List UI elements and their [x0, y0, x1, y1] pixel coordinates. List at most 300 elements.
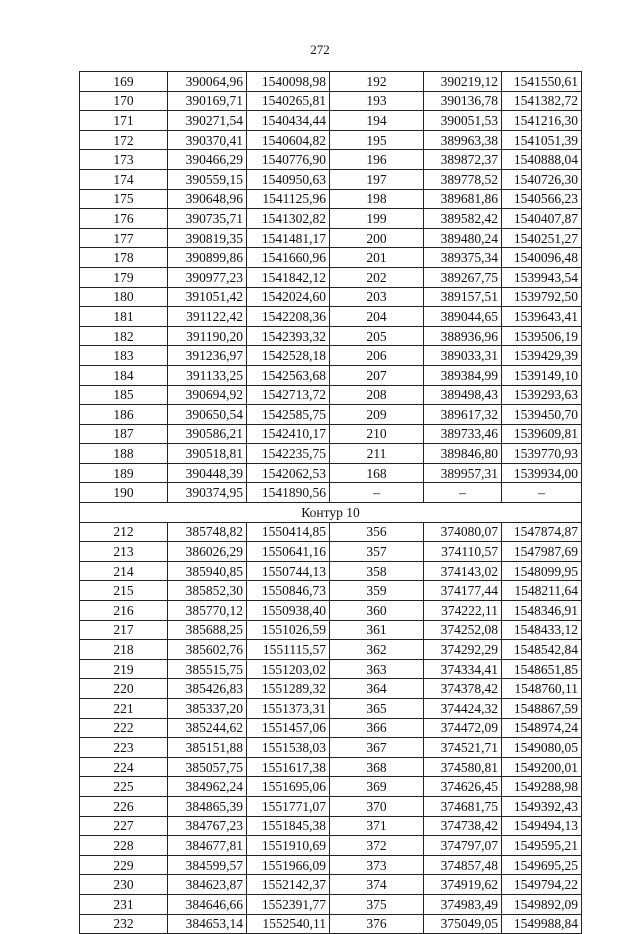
- y-coordinate-cell: 1541890,56: [247, 483, 330, 503]
- point-number-cell: 208: [330, 385, 424, 405]
- x-coordinate-cell: 390694,92: [168, 385, 247, 405]
- x-coordinate-cell: 391190,20: [168, 326, 247, 346]
- x-coordinate-cell: 374177,44: [424, 581, 502, 601]
- table-row: [80, 659, 582, 679]
- table-row: [80, 326, 582, 346]
- x-coordinate-cell: 374857,48: [424, 855, 502, 875]
- x-coordinate-cell: 390518,81: [168, 444, 247, 464]
- y-coordinate-cell: 1542235,75: [247, 444, 330, 464]
- point-number-cell: 370: [330, 796, 424, 816]
- table-row: [80, 640, 582, 660]
- point-number-cell: 197: [330, 169, 424, 189]
- table-row: [80, 91, 582, 111]
- table-row: [80, 836, 582, 856]
- x-coordinate-cell: 389582,42: [424, 209, 502, 229]
- y-coordinate-cell: 1549695,25: [502, 855, 582, 875]
- y-coordinate-cell: 1549200,01: [502, 757, 582, 777]
- table-row: [80, 699, 582, 719]
- x-coordinate-cell: 374580,81: [424, 757, 502, 777]
- x-coordinate-cell: 389498,43: [424, 385, 502, 405]
- x-coordinate-cell: 385337,20: [168, 699, 247, 719]
- point-number-cell: 179: [80, 267, 168, 287]
- point-number-cell: 232: [80, 914, 168, 934]
- point-number-cell: 214: [80, 561, 168, 581]
- y-coordinate-cell: –: [502, 483, 582, 503]
- x-coordinate-cell: 390819,35: [168, 228, 247, 248]
- point-number-cell: 359: [330, 581, 424, 601]
- point-number-cell: 218: [80, 640, 168, 660]
- table-row: [80, 209, 582, 229]
- point-number-cell: 224: [80, 757, 168, 777]
- y-coordinate-cell: 1551966,09: [247, 855, 330, 875]
- table-row: [80, 346, 582, 366]
- x-coordinate-cell: 389267,75: [424, 267, 502, 287]
- point-number-cell: 189: [80, 463, 168, 483]
- point-number-cell: 181: [80, 307, 168, 327]
- table-row: [80, 169, 582, 189]
- point-number-cell: 209: [330, 405, 424, 425]
- x-coordinate-cell: 374292,29: [424, 640, 502, 660]
- y-coordinate-cell: 1549595,21: [502, 836, 582, 856]
- page-number: 272: [310, 42, 330, 57]
- y-coordinate-cell: 1549080,05: [502, 738, 582, 758]
- x-coordinate-cell: 385426,83: [168, 679, 247, 699]
- y-coordinate-cell: 1539934,00: [502, 463, 582, 483]
- x-coordinate-cell: 385770,12: [168, 601, 247, 621]
- x-coordinate-cell: 374797,07: [424, 836, 502, 856]
- y-coordinate-cell: 1549794,22: [502, 875, 582, 895]
- x-coordinate-cell: 386026,29: [168, 542, 247, 562]
- x-coordinate-cell: 384677,81: [168, 836, 247, 856]
- y-coordinate-cell: 1551203,02: [247, 659, 330, 679]
- y-coordinate-cell: 1540950,63: [247, 169, 330, 189]
- x-coordinate-cell: 389963,38: [424, 130, 502, 150]
- y-coordinate-cell: 1539943,54: [502, 267, 582, 287]
- y-coordinate-cell: 1541550,61: [502, 72, 582, 92]
- table-row: [80, 894, 582, 914]
- y-coordinate-cell: 1547874,87: [502, 522, 582, 542]
- point-number-cell: 226: [80, 796, 168, 816]
- y-coordinate-cell: 1540776,90: [247, 150, 330, 170]
- point-number-cell: 170: [80, 91, 168, 111]
- y-coordinate-cell: 1548867,59: [502, 699, 582, 719]
- table-row: [80, 777, 582, 797]
- y-coordinate-cell: 1539450,70: [502, 405, 582, 425]
- y-coordinate-cell: 1540888,04: [502, 150, 582, 170]
- y-coordinate-cell: 1549988,84: [502, 914, 582, 934]
- y-coordinate-cell: 1539149,10: [502, 365, 582, 385]
- table-row: [80, 875, 582, 895]
- table-row: [80, 385, 582, 405]
- point-number-cell: 219: [80, 659, 168, 679]
- y-coordinate-cell: 1541660,96: [247, 248, 330, 268]
- point-number-cell: 173: [80, 150, 168, 170]
- point-number-cell: 229: [80, 855, 168, 875]
- y-coordinate-cell: 1551695,06: [247, 777, 330, 797]
- x-coordinate-cell: 389617,32: [424, 405, 502, 425]
- y-coordinate-cell: 1541051,39: [502, 130, 582, 150]
- point-number-cell: 210: [330, 424, 424, 444]
- point-number-cell: 374: [330, 875, 424, 895]
- point-number-cell: 205: [330, 326, 424, 346]
- table-row: [80, 581, 582, 601]
- y-coordinate-cell: 1541302,82: [247, 209, 330, 229]
- point-number-cell: 184: [80, 365, 168, 385]
- table-row: [80, 757, 582, 777]
- table-row: [80, 444, 582, 464]
- point-number-cell: 360: [330, 601, 424, 621]
- y-coordinate-cell: 1539643,41: [502, 307, 582, 327]
- y-coordinate-cell: 1552391,77: [247, 894, 330, 914]
- coordinates-table: [79, 71, 582, 934]
- point-number-cell: 364: [330, 679, 424, 699]
- y-coordinate-cell: 1540096,48: [502, 248, 582, 268]
- table-row: [80, 287, 582, 307]
- y-coordinate-cell: 1539293,63: [502, 385, 582, 405]
- x-coordinate-cell: 390466,29: [168, 150, 247, 170]
- point-number-cell: 367: [330, 738, 424, 758]
- x-coordinate-cell: 389681,86: [424, 189, 502, 209]
- y-coordinate-cell: 1539429,39: [502, 346, 582, 366]
- point-number-cell: 361: [330, 620, 424, 640]
- y-coordinate-cell: 1549494,13: [502, 816, 582, 836]
- x-coordinate-cell: 390977,23: [168, 267, 247, 287]
- x-coordinate-cell: 390448,39: [168, 463, 247, 483]
- point-number-cell: 202: [330, 267, 424, 287]
- x-coordinate-cell: 389778,52: [424, 169, 502, 189]
- x-coordinate-cell: 374110,57: [424, 542, 502, 562]
- x-coordinate-cell: 385748,82: [168, 522, 247, 542]
- x-coordinate-cell: 385852,30: [168, 581, 247, 601]
- table-row: [80, 679, 582, 699]
- x-coordinate-cell: 390559,15: [168, 169, 247, 189]
- y-coordinate-cell: 1542713,72: [247, 385, 330, 405]
- y-coordinate-cell: 1548211,64: [502, 581, 582, 601]
- x-coordinate-cell: 384865,39: [168, 796, 247, 816]
- point-number-cell: 168: [330, 463, 424, 483]
- x-coordinate-cell: 388936,96: [424, 326, 502, 346]
- point-number-cell: 230: [80, 875, 168, 895]
- point-number-cell: 213: [80, 542, 168, 562]
- y-coordinate-cell: 1540604,82: [247, 130, 330, 150]
- point-number-cell: 201: [330, 248, 424, 268]
- x-coordinate-cell: 390586,21: [168, 424, 247, 444]
- point-number-cell: 183: [80, 346, 168, 366]
- x-coordinate-cell: 389384,99: [424, 365, 502, 385]
- point-number-cell: 196: [330, 150, 424, 170]
- x-coordinate-cell: 389375,34: [424, 248, 502, 268]
- point-number-cell: 182: [80, 326, 168, 346]
- x-coordinate-cell: 374378,42: [424, 679, 502, 699]
- y-coordinate-cell: 1548542,84: [502, 640, 582, 660]
- y-coordinate-cell: 1540434,44: [247, 111, 330, 131]
- x-coordinate-cell: 374334,41: [424, 659, 502, 679]
- point-number-cell: 203: [330, 287, 424, 307]
- y-coordinate-cell: 1541216,30: [502, 111, 582, 131]
- point-number-cell: 365: [330, 699, 424, 719]
- x-coordinate-cell: 385244,62: [168, 718, 247, 738]
- table-row: [80, 307, 582, 327]
- point-number-cell: 375: [330, 894, 424, 914]
- point-number-cell: 368: [330, 757, 424, 777]
- point-number-cell: 211: [330, 444, 424, 464]
- y-coordinate-cell: 1551617,38: [247, 757, 330, 777]
- x-coordinate-cell: 384767,23: [168, 816, 247, 836]
- y-coordinate-cell: 1551538,03: [247, 738, 330, 758]
- x-coordinate-cell: 374222,11: [424, 601, 502, 621]
- point-number-cell: 178: [80, 248, 168, 268]
- table-row: [80, 796, 582, 816]
- point-number-cell: 174: [80, 169, 168, 189]
- point-number-cell: 172: [80, 130, 168, 150]
- y-coordinate-cell: 1548651,85: [502, 659, 582, 679]
- point-number-cell: 198: [330, 189, 424, 209]
- y-coordinate-cell: 1550938,40: [247, 601, 330, 621]
- y-coordinate-cell: 1539770,93: [502, 444, 582, 464]
- y-coordinate-cell: 1548433,12: [502, 620, 582, 640]
- x-coordinate-cell: 390051,53: [424, 111, 502, 131]
- x-coordinate-cell: 390169,71: [168, 91, 247, 111]
- y-coordinate-cell: 1551910,69: [247, 836, 330, 856]
- point-number-cell: 216: [80, 601, 168, 621]
- x-coordinate-cell: 390370,41: [168, 130, 247, 150]
- y-coordinate-cell: 1548346,91: [502, 601, 582, 621]
- x-coordinate-cell: 385940,85: [168, 561, 247, 581]
- y-coordinate-cell: 1551845,38: [247, 816, 330, 836]
- table-row: [80, 483, 582, 503]
- x-coordinate-cell: 384599,57: [168, 855, 247, 875]
- y-coordinate-cell: 1540251,27: [502, 228, 582, 248]
- x-coordinate-cell: –: [424, 483, 502, 503]
- y-coordinate-cell: 1550641,16: [247, 542, 330, 562]
- y-coordinate-cell: 1549288,98: [502, 777, 582, 797]
- x-coordinate-cell: 384623,87: [168, 875, 247, 895]
- point-number-cell: 220: [80, 679, 168, 699]
- x-coordinate-cell: 374143,02: [424, 561, 502, 581]
- x-coordinate-cell: 374738,42: [424, 816, 502, 836]
- y-coordinate-cell: 1542393,32: [247, 326, 330, 346]
- x-coordinate-cell: 389733,46: [424, 424, 502, 444]
- point-number-cell: 204: [330, 307, 424, 327]
- point-number-cell: 175: [80, 189, 168, 209]
- point-number-cell: 228: [80, 836, 168, 856]
- y-coordinate-cell: 1540098,98: [247, 72, 330, 92]
- y-coordinate-cell: 1541382,72: [502, 91, 582, 111]
- x-coordinate-cell: 390648,96: [168, 189, 247, 209]
- point-number-cell: 223: [80, 738, 168, 758]
- x-coordinate-cell: 391236,97: [168, 346, 247, 366]
- point-number-cell: 369: [330, 777, 424, 797]
- point-number-cell: 187: [80, 424, 168, 444]
- y-coordinate-cell: 1542410,17: [247, 424, 330, 444]
- x-coordinate-cell: 385151,88: [168, 738, 247, 758]
- x-coordinate-cell: 390899,86: [168, 248, 247, 268]
- y-coordinate-cell: 1551373,31: [247, 699, 330, 719]
- y-coordinate-cell: 1550846,73: [247, 581, 330, 601]
- table-row: [80, 189, 582, 209]
- x-coordinate-cell: 374080,07: [424, 522, 502, 542]
- table-row: [80, 816, 582, 836]
- x-coordinate-cell: 374252,08: [424, 620, 502, 640]
- y-coordinate-cell: 1540566,23: [502, 189, 582, 209]
- table-row: [80, 738, 582, 758]
- y-coordinate-cell: 1551771,07: [247, 796, 330, 816]
- x-coordinate-cell: 390064,96: [168, 72, 247, 92]
- x-coordinate-cell: 374983,49: [424, 894, 502, 914]
- x-coordinate-cell: 389157,51: [424, 287, 502, 307]
- point-number-cell: 358: [330, 561, 424, 581]
- x-coordinate-cell: 389044,65: [424, 307, 502, 327]
- table-row: [80, 405, 582, 425]
- y-coordinate-cell: 1542024,60: [247, 287, 330, 307]
- x-coordinate-cell: 384653,14: [168, 914, 247, 934]
- point-number-cell: –: [330, 483, 424, 503]
- table-row: [80, 463, 582, 483]
- contour-title: Контур 10: [80, 503, 582, 523]
- point-number-cell: 194: [330, 111, 424, 131]
- y-coordinate-cell: 1540407,87: [502, 209, 582, 229]
- y-coordinate-cell: 1540726,30: [502, 169, 582, 189]
- point-number-cell: 363: [330, 659, 424, 679]
- table-row: [80, 522, 582, 542]
- y-coordinate-cell: 1549892,09: [502, 894, 582, 914]
- x-coordinate-cell: 391051,42: [168, 287, 247, 307]
- point-number-cell: 190: [80, 483, 168, 503]
- table-row: [80, 914, 582, 934]
- point-number-cell: 171: [80, 111, 168, 131]
- point-number-cell: 227: [80, 816, 168, 836]
- x-coordinate-cell: 389872,37: [424, 150, 502, 170]
- point-number-cell: 357: [330, 542, 424, 562]
- y-coordinate-cell: 1551289,32: [247, 679, 330, 699]
- y-coordinate-cell: 1542208,36: [247, 307, 330, 327]
- point-number-cell: 212: [80, 522, 168, 542]
- y-coordinate-cell: 1541481,17: [247, 228, 330, 248]
- point-number-cell: 188: [80, 444, 168, 464]
- x-coordinate-cell: 374919,62: [424, 875, 502, 895]
- coordinates-table-body: [80, 72, 582, 934]
- point-number-cell: 217: [80, 620, 168, 640]
- point-number-cell: 373: [330, 855, 424, 875]
- y-coordinate-cell: 1550414,85: [247, 522, 330, 542]
- point-number-cell: 371: [330, 816, 424, 836]
- table-row: [80, 601, 582, 621]
- y-coordinate-cell: 1551115,57: [247, 640, 330, 660]
- point-number-cell: 186: [80, 405, 168, 425]
- y-coordinate-cell: 1551457,06: [247, 718, 330, 738]
- x-coordinate-cell: 389846,80: [424, 444, 502, 464]
- point-number-cell: 372: [330, 836, 424, 856]
- x-coordinate-cell: 389480,24: [424, 228, 502, 248]
- table-row: [80, 620, 582, 640]
- y-coordinate-cell: 1539792,50: [502, 287, 582, 307]
- x-coordinate-cell: 389957,31: [424, 463, 502, 483]
- point-number-cell: 362: [330, 640, 424, 660]
- y-coordinate-cell: 1552142,37: [247, 875, 330, 895]
- point-number-cell: 180: [80, 287, 168, 307]
- table-row: [80, 855, 582, 875]
- y-coordinate-cell: 1552540,11: [247, 914, 330, 934]
- table-row: [80, 111, 582, 131]
- y-coordinate-cell: 1541125,96: [247, 189, 330, 209]
- y-coordinate-cell: 1540265,81: [247, 91, 330, 111]
- point-number-cell: 195: [330, 130, 424, 150]
- x-coordinate-cell: 375049,05: [424, 914, 502, 934]
- x-coordinate-cell: 390219,12: [424, 72, 502, 92]
- x-coordinate-cell: 391122,42: [168, 307, 247, 327]
- y-coordinate-cell: 1542563,68: [247, 365, 330, 385]
- point-number-cell: 366: [330, 718, 424, 738]
- x-coordinate-cell: 390271,54: [168, 111, 247, 131]
- y-coordinate-cell: 1548974,24: [502, 718, 582, 738]
- x-coordinate-cell: 385515,75: [168, 659, 247, 679]
- point-number-cell: 185: [80, 385, 168, 405]
- point-number-cell: 206: [330, 346, 424, 366]
- point-number-cell: 169: [80, 72, 168, 92]
- y-coordinate-cell: 1539609,81: [502, 424, 582, 444]
- table-row: [80, 150, 582, 170]
- point-number-cell: 200: [330, 228, 424, 248]
- x-coordinate-cell: 385057,75: [168, 757, 247, 777]
- x-coordinate-cell: 384962,24: [168, 777, 247, 797]
- x-coordinate-cell: 391133,25: [168, 365, 247, 385]
- y-coordinate-cell: 1547987,69: [502, 542, 582, 562]
- y-coordinate-cell: 1551026,59: [247, 620, 330, 640]
- table-row: [80, 424, 582, 444]
- x-coordinate-cell: 374626,45: [424, 777, 502, 797]
- x-coordinate-cell: 385688,25: [168, 620, 247, 640]
- table-row: [80, 267, 582, 287]
- y-coordinate-cell: 1548760,11: [502, 679, 582, 699]
- table-row: [80, 228, 582, 248]
- table-row: [80, 248, 582, 268]
- point-number-cell: 207: [330, 365, 424, 385]
- point-number-cell: 231: [80, 894, 168, 914]
- y-coordinate-cell: 1548099,95: [502, 561, 582, 581]
- x-coordinate-cell: 390735,71: [168, 209, 247, 229]
- table-row: [80, 130, 582, 150]
- y-coordinate-cell: 1541842,12: [247, 267, 330, 287]
- y-coordinate-cell: 1542062,53: [247, 463, 330, 483]
- table-row: [80, 718, 582, 738]
- x-coordinate-cell: 385602,76: [168, 640, 247, 660]
- point-number-cell: 193: [330, 91, 424, 111]
- y-coordinate-cell: 1539506,19: [502, 326, 582, 346]
- x-coordinate-cell: 390374,95: [168, 483, 247, 503]
- table-row: [80, 561, 582, 581]
- table-row: [80, 72, 582, 92]
- point-number-cell: 376: [330, 914, 424, 934]
- y-coordinate-cell: 1549392,43: [502, 796, 582, 816]
- table-row: [80, 365, 582, 385]
- point-number-cell: 221: [80, 699, 168, 719]
- point-number-cell: 199: [330, 209, 424, 229]
- point-number-cell: 215: [80, 581, 168, 601]
- y-coordinate-cell: 1542528,18: [247, 346, 330, 366]
- x-coordinate-cell: 374521,71: [424, 738, 502, 758]
- point-number-cell: 192: [330, 72, 424, 92]
- point-number-cell: 176: [80, 209, 168, 229]
- point-number-cell: 225: [80, 777, 168, 797]
- x-coordinate-cell: 374681,75: [424, 796, 502, 816]
- y-coordinate-cell: 1550744,13: [247, 561, 330, 581]
- point-number-cell: 222: [80, 718, 168, 738]
- point-number-cell: 356: [330, 522, 424, 542]
- section-header-row: [80, 503, 582, 523]
- x-coordinate-cell: 374424,32: [424, 699, 502, 719]
- x-coordinate-cell: 384646,66: [168, 894, 247, 914]
- x-coordinate-cell: 390136,78: [424, 91, 502, 111]
